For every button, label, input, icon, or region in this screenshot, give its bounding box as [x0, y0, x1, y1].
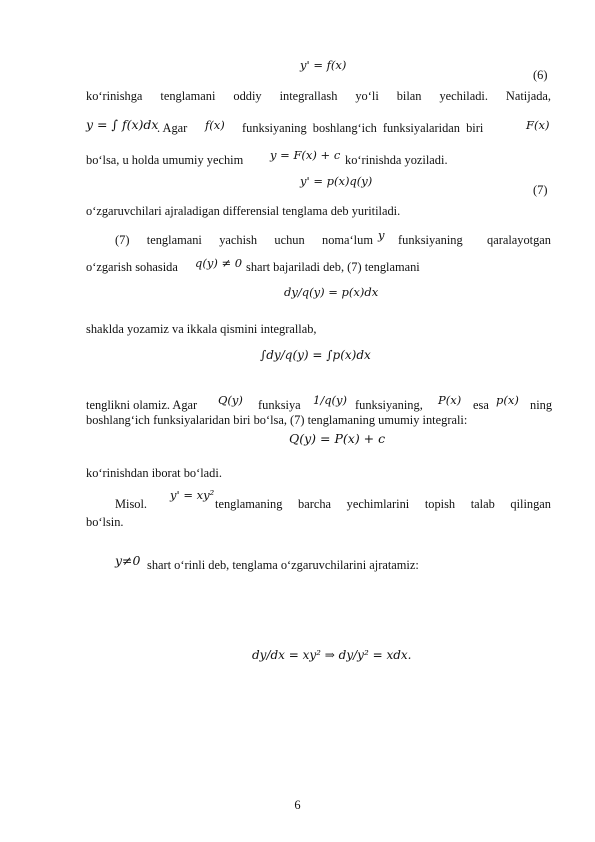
inline-Px: P(x) [438, 393, 462, 407]
page-number: 6 [294, 798, 301, 812]
inline-y: y [378, 228, 385, 242]
text-shaklda-yozamiz: shaklda yozamiz va ikkala qismini integrallab, [86, 322, 317, 336]
inline-Qy: Q(y) [218, 393, 243, 407]
text-bolsin: bo‘lsin. [86, 515, 124, 529]
equation-number-6: (6) [533, 68, 548, 82]
text-shart-orinli: shart o‘rinli deb, tenglama o‘zgaruvchilarini ajratamiz: [147, 558, 419, 572]
formula-example: y' = xy² [170, 488, 215, 502]
inline-fx: f(x) [205, 118, 225, 132]
text-tenglikni-olamiz: tenglikni olamiz. Agar [86, 398, 198, 412]
formula-integral: ∫dy/q(y) = ∫p(x)dx [260, 348, 371, 362]
formula-general-integral: Q(y) = P(x) + c [289, 431, 386, 446]
inline-q-ne-0: q(y) ≠ 0 [195, 256, 243, 270]
text-boshlangich-funksiyalaridan: boshlang‘ich funksiyalaridan biri bo‘lsa, (7) tenglamaning umumiy integrali: [86, 413, 468, 427]
text-funksiya: funksiya [258, 398, 301, 412]
text-funksiyaning: funksiyaning, [355, 398, 423, 412]
text-agar: . Agar [157, 121, 188, 135]
text-ozgarish-sohasida: o‘zgarish sohasida [86, 260, 178, 274]
formula-example-separated: dy/dx = xy² ⇒ dy/y² = xdx. [252, 648, 412, 662]
inline-integral-f: y = ∫ f(x)dx [86, 117, 159, 132]
formula-6: y' = f(x) [300, 58, 347, 72]
paragraph-line-5: (7) tenglamani yachish uchun noma‘lum [115, 233, 373, 247]
inline-Fx: F(x) [526, 118, 550, 132]
formula-7: y' = p(x)q(y) [300, 174, 373, 188]
inline-general-solution: y = F(x) + c [270, 148, 341, 162]
paragraph-line-5b: funksiyaning qaralayotgan [398, 233, 551, 247]
text-ozgaruvchilari-ajraladigan: o‘zgaruvchilari ajraladigan differensial tenglama deb yuritiladi. [86, 204, 401, 218]
text-korinishda: ko‘rinishda yoziladi. [345, 153, 448, 167]
formula-separated: dy/q(y) = p(x)dx [284, 285, 379, 299]
text-misol: Misol. [115, 497, 148, 511]
inline-px: p(x) [496, 393, 519, 407]
equation-number-7: (7) [533, 183, 548, 197]
text-funksiyaning-biri: funksiyaning boshlang‘ich funksiyalaridan biri [242, 121, 484, 135]
text-ning: ning [530, 398, 553, 412]
inline-one-over-q: 1/q(y) [313, 393, 348, 407]
text-korinishdan-iborat: ko‘rinishdan iborat bo‘ladi. [86, 466, 222, 480]
text-shart-bajariladi: shart bajariladi deb, (7) tenglamani [246, 260, 420, 274]
text-esa: esa [473, 398, 489, 412]
text-umumiy-yechim: bo‘lsa, u holda umumiy yechim [86, 153, 244, 167]
paragraph-line-1: ko‘rinishga tenglamani oddiy integrallash yo‘li bilan yechiladi. Natijada, [86, 89, 551, 103]
paragraph-line-11: tenglamaning barcha yechimlarini topish talab qilingan [215, 497, 551, 511]
inline-y-ne-0: y≠0 [115, 553, 141, 568]
